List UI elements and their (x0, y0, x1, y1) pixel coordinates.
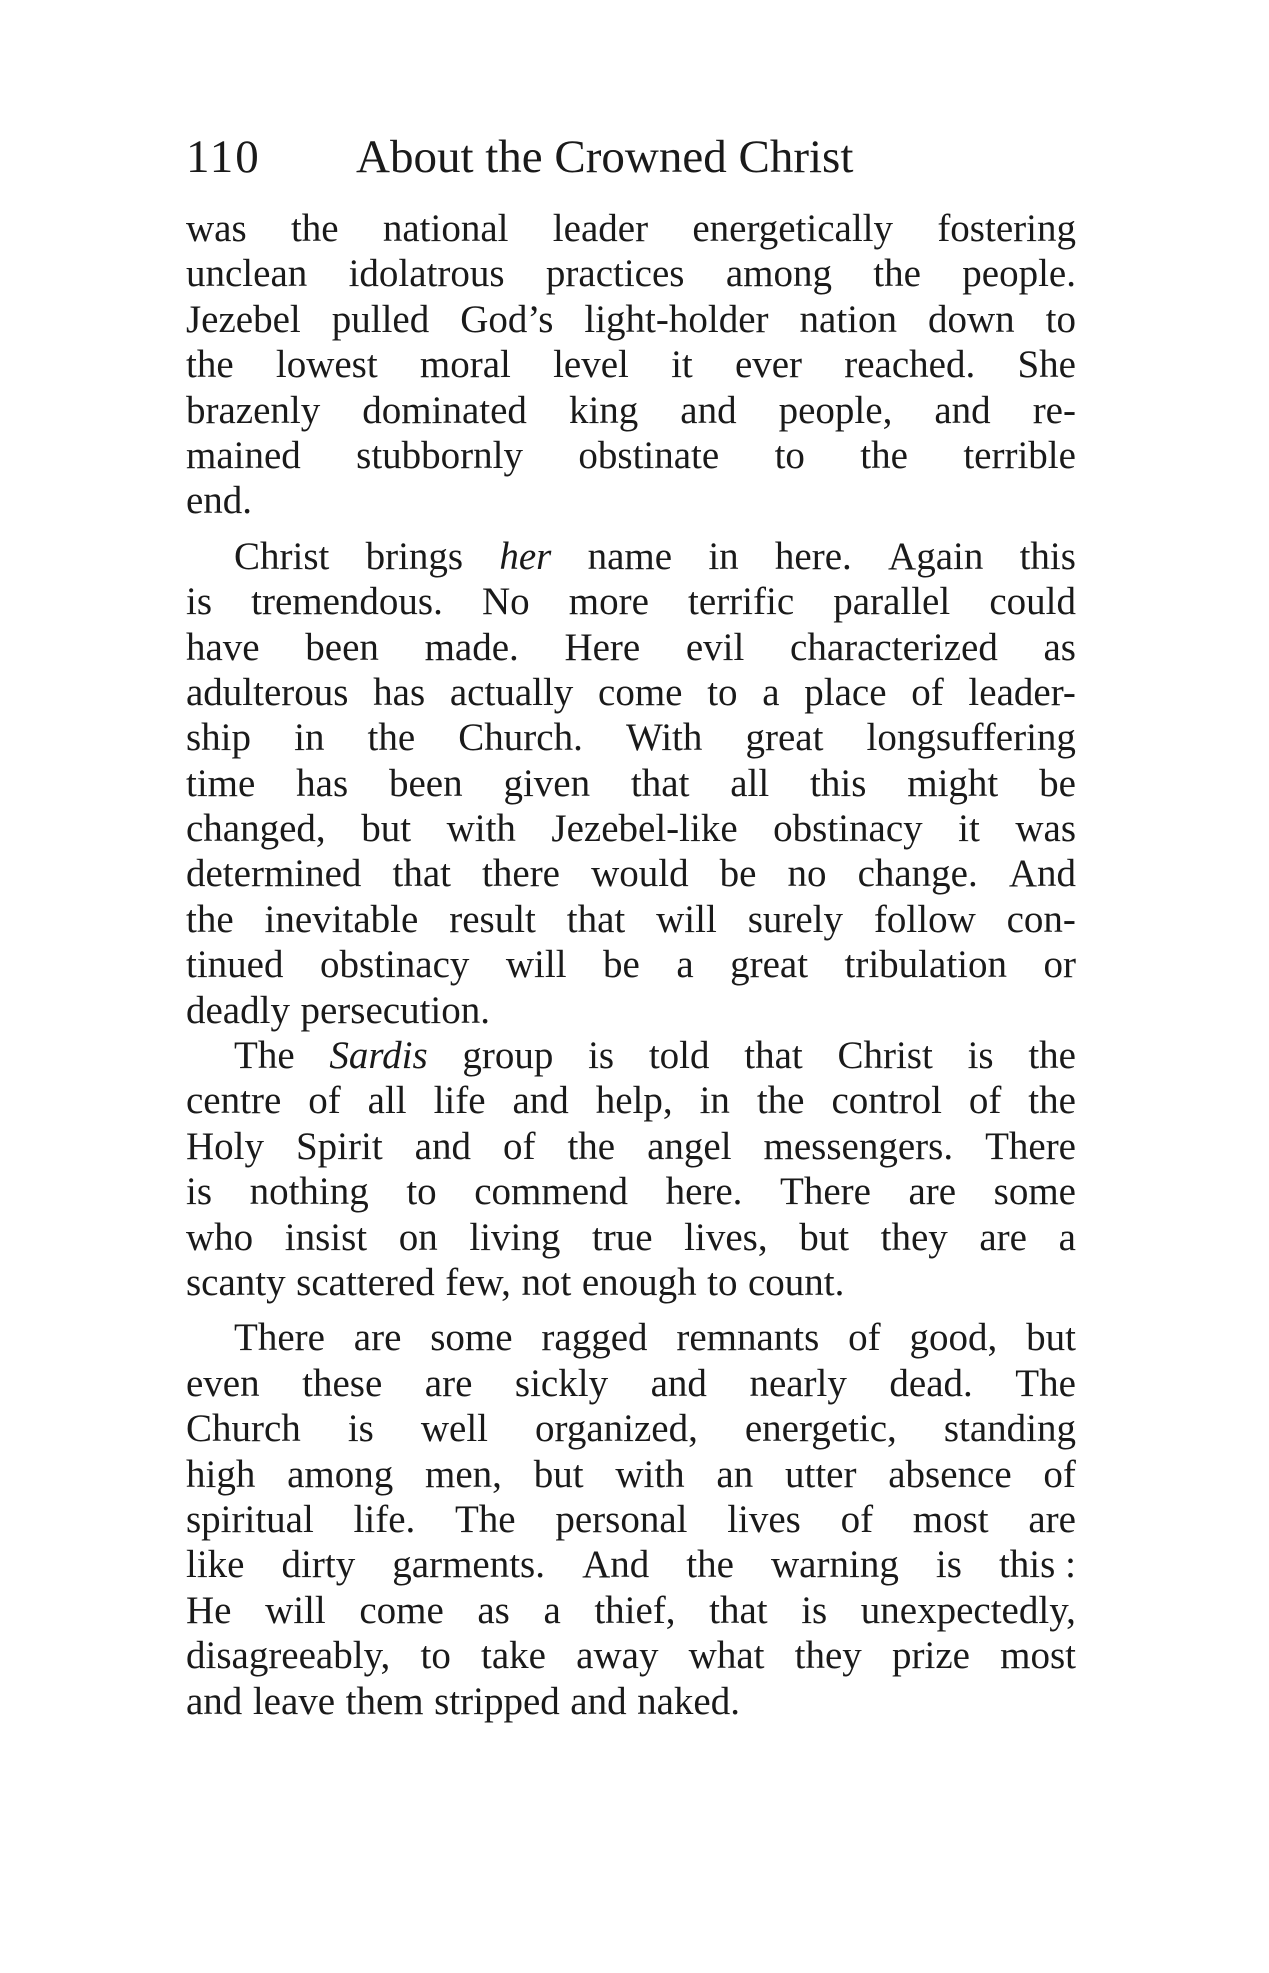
word: actually (449, 670, 574, 714)
text-line (186, 1452, 1076, 1497)
word: There (780, 1170, 871, 1214)
word: or (1043, 943, 1076, 987)
word: there (482, 852, 560, 896)
word: but (361, 807, 412, 851)
word: Church. (458, 716, 583, 760)
word: help, (595, 1079, 673, 1123)
text-line (186, 942, 1076, 987)
word: great (730, 943, 809, 987)
word: that (744, 1034, 803, 1078)
word: have (186, 625, 260, 669)
text-line (186, 579, 1076, 624)
word: is (801, 1588, 828, 1632)
word: who (186, 1215, 254, 1259)
word: come (598, 670, 683, 714)
word: and (414, 1124, 471, 1168)
word: scattered (296, 1260, 435, 1304)
text-line (186, 388, 1076, 433)
word: that (566, 897, 626, 941)
word: here. (774, 534, 852, 578)
word: it (958, 807, 980, 851)
word: disagreeably, (186, 1634, 391, 1678)
word: as (1043, 625, 1076, 669)
word: lives, (684, 1215, 768, 1259)
word: utter (785, 1452, 857, 1496)
word: pulled (331, 297, 430, 341)
word: follow (873, 897, 976, 941)
word: all (730, 761, 770, 805)
word: a (762, 670, 780, 714)
word: is (186, 1170, 213, 1214)
word: that (392, 852, 451, 896)
word: angel (647, 1124, 732, 1168)
word: stubbornly (356, 433, 524, 477)
word: light-holder (584, 297, 769, 341)
word: Jezebel (186, 297, 301, 341)
word: to (406, 1170, 437, 1214)
text-line (186, 625, 1076, 670)
word: are (908, 1170, 957, 1214)
word: leave (252, 1679, 336, 1723)
word: it (671, 343, 693, 387)
word: moral (419, 343, 511, 387)
word: away (576, 1634, 659, 1678)
word: and (650, 1361, 707, 1405)
word: re- (1032, 388, 1076, 432)
word: of (968, 1079, 1002, 1123)
running-head (186, 122, 1066, 192)
text-line (186, 478, 1076, 523)
word: even (186, 1361, 260, 1405)
word: and (512, 1079, 569, 1123)
word: reached. (844, 343, 976, 387)
word: come (359, 1588, 444, 1632)
word: with (615, 1452, 685, 1496)
word: personal (555, 1497, 688, 1541)
word: king (568, 388, 639, 432)
word: And (582, 1543, 650, 1587)
word: but (1026, 1316, 1076, 1360)
word: nearly (749, 1361, 847, 1405)
word: and (934, 388, 991, 432)
word: a (1058, 1215, 1076, 1259)
word: great (745, 716, 824, 760)
text-line (186, 988, 1076, 1033)
body-text (186, 206, 1076, 1724)
text-line (186, 251, 1076, 296)
word: the (290, 207, 339, 250)
text-line (186, 715, 1076, 760)
word: tremendous. (251, 580, 443, 624)
word: commend (474, 1170, 629, 1214)
word: is (588, 1034, 615, 1078)
word: idolatrous (348, 252, 505, 296)
word: most (1000, 1634, 1076, 1678)
word: God’s (460, 297, 554, 341)
word: thief, (594, 1588, 676, 1632)
word: leader- (968, 670, 1076, 714)
word: nation (799, 297, 897, 341)
word: the (186, 897, 234, 941)
word: given (503, 761, 591, 805)
word: will (656, 897, 717, 941)
word: no (787, 852, 827, 896)
word: well (420, 1407, 489, 1451)
text-line (186, 433, 1076, 478)
word: some (993, 1170, 1076, 1214)
text-line (186, 297, 1076, 342)
word: terrific (688, 580, 795, 624)
word: dominated (362, 388, 527, 432)
word: remnants (676, 1316, 820, 1360)
word: told (648, 1034, 710, 1078)
text-line (186, 1679, 1076, 1724)
word: The (454, 1497, 516, 1541)
word: this : (998, 1543, 1076, 1587)
word: No (481, 580, 530, 624)
word: absence (888, 1452, 1012, 1496)
word: With (625, 716, 703, 760)
word: surely (747, 897, 844, 941)
word: tinued (186, 943, 284, 987)
word: tribulation (844, 943, 1007, 987)
word: are (979, 1215, 1027, 1259)
word: been (388, 761, 463, 805)
word: group (462, 1034, 554, 1078)
text-line (186, 1215, 1076, 1260)
word: characterized (790, 625, 998, 669)
word: of (1043, 1452, 1076, 1496)
word: a (676, 943, 694, 987)
word: that (709, 1588, 768, 1632)
word: among (725, 252, 832, 296)
word: that (630, 761, 690, 805)
word: standing (943, 1407, 1076, 1451)
text-line (186, 206, 1076, 251)
word: is (347, 1407, 374, 1451)
word: brings (365, 534, 464, 578)
word: persecution. (300, 988, 490, 1032)
page-number: 110 (186, 131, 261, 183)
word: will (505, 943, 567, 987)
word: the (367, 716, 416, 760)
word: dirty (281, 1543, 356, 1587)
word: change. (857, 852, 978, 896)
word: high (186, 1452, 256, 1496)
text-line (186, 534, 1076, 579)
word: Christ (234, 534, 330, 578)
word: There (234, 1316, 325, 1360)
word: been (305, 625, 379, 669)
word: practices (545, 252, 685, 296)
word: terrible (963, 433, 1076, 477)
word: to (707, 670, 738, 714)
word: unexpectedly, (860, 1588, 1076, 1632)
text-line (186, 1078, 1076, 1123)
word: She (1017, 343, 1076, 387)
word: be (603, 943, 640, 987)
word: this (810, 761, 867, 805)
text-line (186, 851, 1076, 896)
word: in (294, 716, 325, 760)
word: warning (771, 1543, 899, 1587)
word: Spirit (295, 1124, 383, 1168)
word: the (756, 1079, 805, 1123)
word: made. (424, 625, 519, 669)
word: garments. (392, 1543, 545, 1587)
word: deadly (186, 988, 290, 1032)
word: of (308, 1079, 341, 1123)
word: Here (564, 625, 641, 669)
word: He (186, 1588, 232, 1632)
text-line (186, 1169, 1076, 1214)
word: result (449, 897, 536, 941)
word: fostering (937, 207, 1076, 250)
word: to (420, 1634, 451, 1678)
word: good, (909, 1316, 998, 1360)
word: this (1019, 534, 1076, 578)
word: are (1028, 1497, 1076, 1541)
word: the (686, 1543, 734, 1587)
word: There (985, 1124, 1076, 1168)
word: dead. (889, 1361, 973, 1405)
word: evil (685, 625, 745, 669)
word: Holy (186, 1124, 264, 1168)
word: what (688, 1634, 765, 1678)
text-line (186, 342, 1076, 387)
word: be (1039, 761, 1076, 805)
word: adulterous (186, 670, 349, 714)
word: The (234, 1034, 295, 1078)
word: unclean (186, 252, 308, 296)
word: of (840, 1497, 874, 1541)
word: was (186, 207, 247, 250)
word: will (265, 1588, 326, 1632)
word: spiritual (186, 1497, 314, 1541)
word: in (708, 534, 739, 578)
word: and (186, 1679, 243, 1723)
word: here. (665, 1170, 743, 1214)
word: her (499, 534, 552, 578)
word: of (502, 1124, 536, 1168)
word: men, (425, 1452, 502, 1496)
word: mained (186, 433, 301, 477)
text-line (186, 1124, 1076, 1169)
word: was (1015, 807, 1076, 851)
word: leader (552, 207, 649, 250)
word: sickly (514, 1361, 609, 1405)
word: to (774, 433, 805, 477)
word: ragged (541, 1316, 648, 1360)
text-line (186, 761, 1076, 806)
text-line (186, 670, 1076, 715)
word: determined (186, 852, 362, 896)
word: like (186, 1543, 245, 1587)
word: true (591, 1215, 653, 1259)
word: are (353, 1316, 402, 1360)
running-title: About the Crowned Christ (356, 131, 854, 183)
word: life. (353, 1497, 416, 1541)
word: more (568, 580, 649, 624)
word: changed, (186, 807, 326, 851)
word: few, (445, 1260, 511, 1304)
text-line (186, 1588, 1076, 1633)
word: down (927, 297, 1015, 341)
word: parallel (833, 580, 951, 624)
word: be (719, 852, 757, 896)
word: of (911, 670, 944, 714)
word: could (989, 580, 1076, 624)
word: people. (962, 252, 1076, 296)
word: is (186, 580, 213, 624)
word: ever (734, 343, 803, 387)
text-line (186, 806, 1076, 851)
word: time (186, 761, 256, 805)
word: all (367, 1079, 407, 1123)
word: insist (284, 1215, 368, 1259)
text-line (186, 1542, 1076, 1587)
word: a (543, 1588, 561, 1632)
word: longsuffering (866, 716, 1076, 760)
word: the (567, 1124, 616, 1168)
word: inevitable (264, 897, 419, 941)
word: count. (748, 1260, 845, 1304)
word: Church (186, 1407, 301, 1451)
word: life (433, 1079, 486, 1123)
word: energetic, (744, 1407, 897, 1451)
word: not (521, 1260, 572, 1304)
word: name (587, 534, 673, 578)
word: some (430, 1316, 513, 1360)
word: nothing (249, 1170, 369, 1214)
word: them (345, 1679, 424, 1723)
word: are (424, 1361, 473, 1405)
word: they (794, 1634, 862, 1678)
word: brazenly (186, 388, 321, 432)
word: organized, (535, 1407, 698, 1451)
word: energetically (692, 207, 894, 250)
word: most (912, 1497, 989, 1541)
word: with (446, 807, 516, 851)
word: they (880, 1215, 948, 1259)
text-line (186, 1315, 1076, 1360)
word: among (287, 1452, 394, 1496)
word: these (302, 1361, 383, 1405)
word: the (873, 252, 921, 296)
word: take (481, 1634, 546, 1678)
word: has (373, 670, 426, 714)
word: end. (186, 479, 253, 523)
word: control (831, 1079, 942, 1123)
word: enough (581, 1260, 697, 1304)
word: is (935, 1543, 962, 1587)
word: Jezebel-like (551, 807, 738, 851)
word: to (707, 1260, 738, 1304)
text-line (186, 1633, 1076, 1678)
word: And (1008, 852, 1076, 896)
word: and (570, 1679, 627, 1723)
word: obstinacy (773, 807, 923, 851)
word: the (1028, 1034, 1076, 1078)
word: messengers. (763, 1124, 954, 1168)
word: centre (186, 1079, 282, 1123)
word: of (848, 1316, 881, 1360)
word: to (1045, 297, 1076, 341)
word: place (804, 670, 887, 714)
word: lives (727, 1497, 801, 1541)
word: lowest (275, 343, 378, 387)
word: level (553, 343, 629, 387)
word: an (716, 1452, 754, 1496)
word: the (1028, 1079, 1076, 1123)
word: would (591, 852, 689, 896)
text-line (186, 1260, 1076, 1305)
word: naked. (637, 1679, 740, 1723)
word: on (398, 1215, 438, 1259)
word: the (186, 343, 234, 387)
word: ship (186, 716, 252, 760)
word: The (1015, 1361, 1076, 1405)
word: prize (892, 1634, 970, 1678)
word: living (469, 1215, 561, 1259)
text-line (186, 1361, 1076, 1406)
word: stripped (434, 1679, 560, 1723)
text-line (186, 1497, 1076, 1542)
word: and (680, 388, 737, 432)
word: Christ (837, 1034, 933, 1078)
text-line (186, 1033, 1076, 1078)
word: the (860, 433, 908, 477)
text-line (186, 1406, 1076, 1451)
word: might (907, 761, 999, 805)
word: national (382, 207, 509, 250)
word: obstinate (578, 433, 720, 477)
word: obstinacy (319, 943, 470, 987)
word: scanty (186, 1260, 286, 1304)
text-line (186, 897, 1076, 942)
word: is (967, 1034, 994, 1078)
word: in (699, 1079, 730, 1123)
word: Sardis (329, 1034, 428, 1078)
word: as (477, 1588, 510, 1632)
word: Again (888, 534, 984, 578)
word: but (533, 1452, 584, 1496)
word: people, (778, 388, 893, 432)
word: but (799, 1215, 850, 1259)
word: has (296, 761, 349, 805)
word: con- (1006, 897, 1076, 941)
